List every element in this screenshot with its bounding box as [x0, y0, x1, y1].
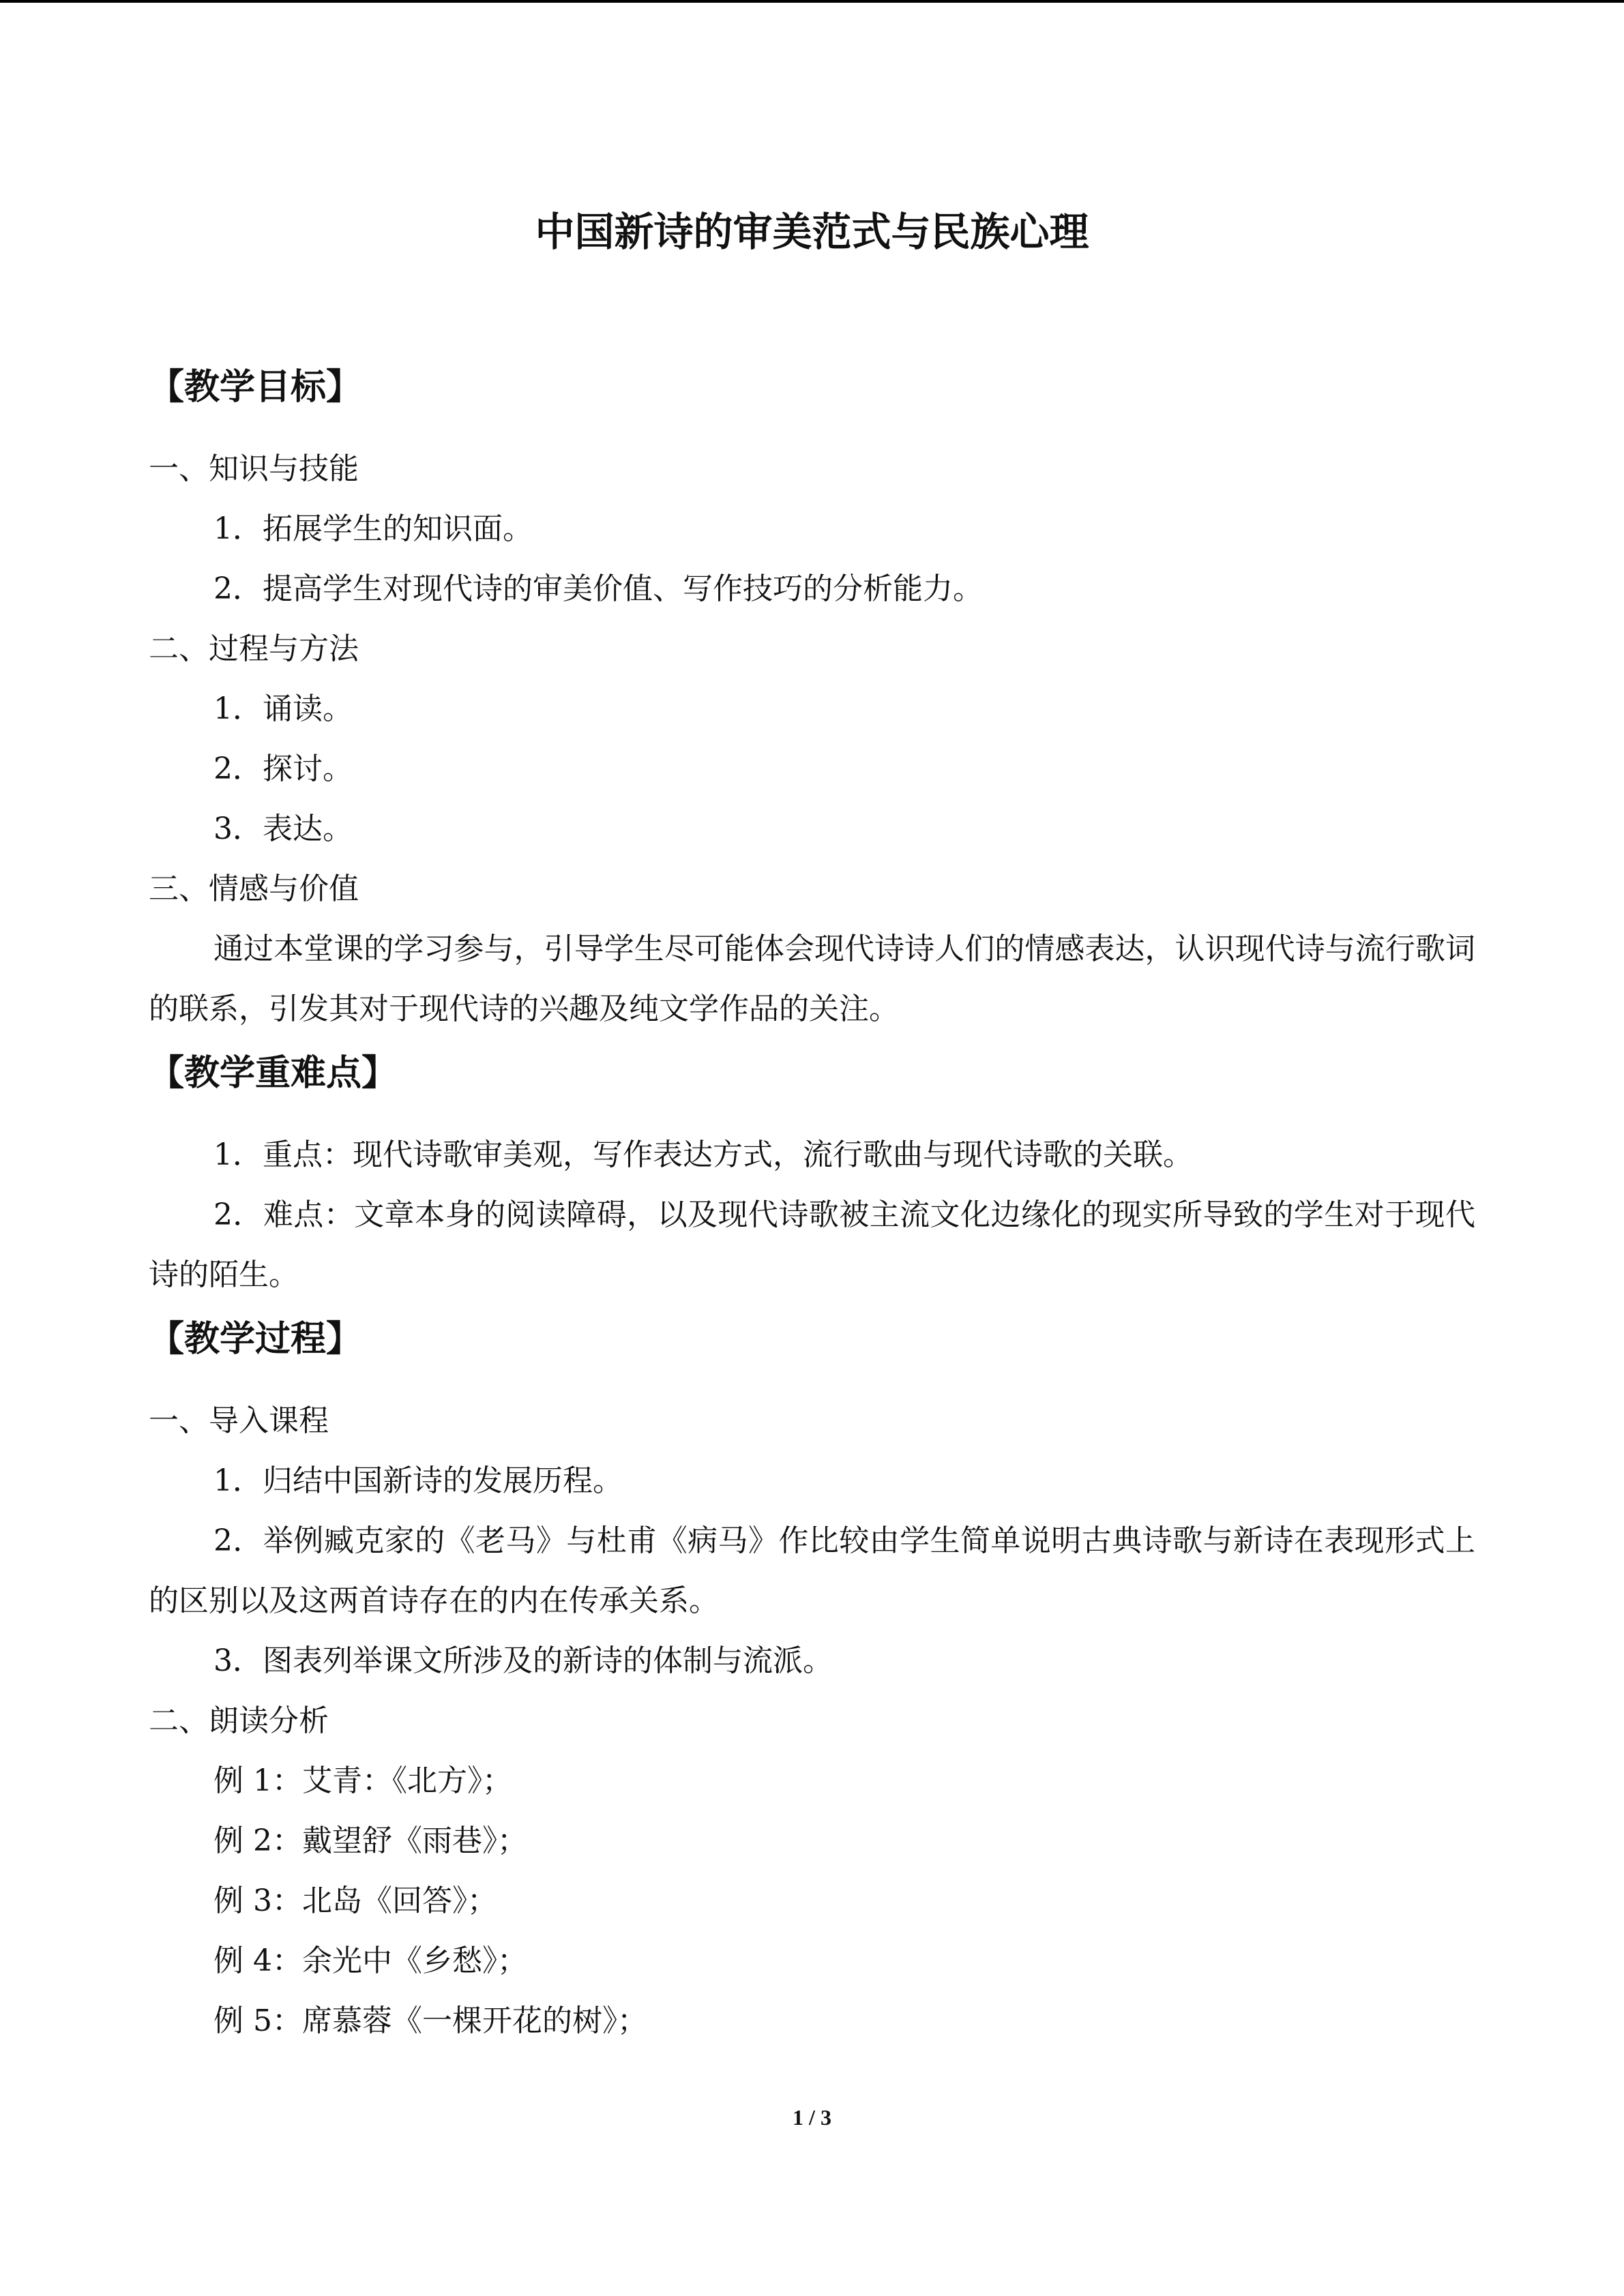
subheading-emotion-values: 三、情感与价值 — [149, 871, 359, 906]
paragraph-intro-step: 2．举例臧克家的《老马》与杜甫《病马》作比较由学生简单说明古典诗歌与新诗在表现形式上的区别以及这两首诗存在的内在传承关系。 — [149, 1523, 1475, 1618]
subheading-knowledge-skills: 一、知识与技能 — [149, 451, 359, 486]
paragraph-intro-step: 3．图表列举课文所涉及的新诗的体制与流派。 — [213, 1643, 833, 1678]
list-item: 2．提高学生对现代诗的审美价值、写作技巧的分析能力。 — [213, 571, 983, 606]
subheading-introduction: 一、导入课程 — [149, 1403, 329, 1438]
paragraph-key-point: 1．重点：现代诗歌审美观，写作表达方式，流行歌曲与现代诗歌的关联。 — [213, 1137, 1193, 1172]
paragraph-difficult-point: 2．难点：文章本身的阅读障碍，以及现代诗歌被主流文化边缘化的现实所导致的学生对于现代诗的陌生。 — [149, 1197, 1475, 1292]
list-item: 3．表达。 — [213, 811, 353, 846]
paragraph-intro-step: 1．归结中国新诗的发展历程。 — [213, 1463, 623, 1498]
heading-teaching-objectives: 【教学目标】 — [149, 367, 362, 408]
document-title: 中国新诗的审美范式与民族心理 — [535, 209, 1089, 255]
subheading-reading-analysis: 二、朗读分析 — [149, 1703, 329, 1738]
paragraph-emotion-values: 通过本堂课的学习参与，引导学生尽可能体会现代诗诗人们的情感表达，认识现代诗与流行歌词的联系，引发其对于现代诗的兴趣及纯文学作品的关注。 — [149, 931, 1475, 1026]
list-item-example: 例 5：席慕蓉《一棵开花的树》； — [213, 2003, 647, 2038]
heading-key-difficult-points: 【教学重难点】 — [149, 1053, 398, 1094]
list-item-example: 例 4：余光中《乡愁》； — [213, 1943, 527, 1978]
list-item: 1．拓展学生的知识面。 — [213, 511, 533, 546]
heading-teaching-process: 【教学过程】 — [149, 1319, 362, 1360]
page-number: 1 / 3 — [793, 2105, 831, 2130]
subheading-process-methods: 二、过程与方法 — [149, 631, 359, 666]
page-top-border — [0, 0, 1624, 3]
list-item-example: 例 1：艾青：《北方》； — [213, 1763, 512, 1798]
list-item: 1．诵读。 — [213, 691, 353, 726]
list-item-example: 例 2：戴望舒《雨巷》； — [213, 1823, 527, 1858]
list-item: 2．探讨。 — [213, 751, 353, 786]
list-item-example: 例 3：北岛《回答》； — [213, 1883, 497, 1918]
